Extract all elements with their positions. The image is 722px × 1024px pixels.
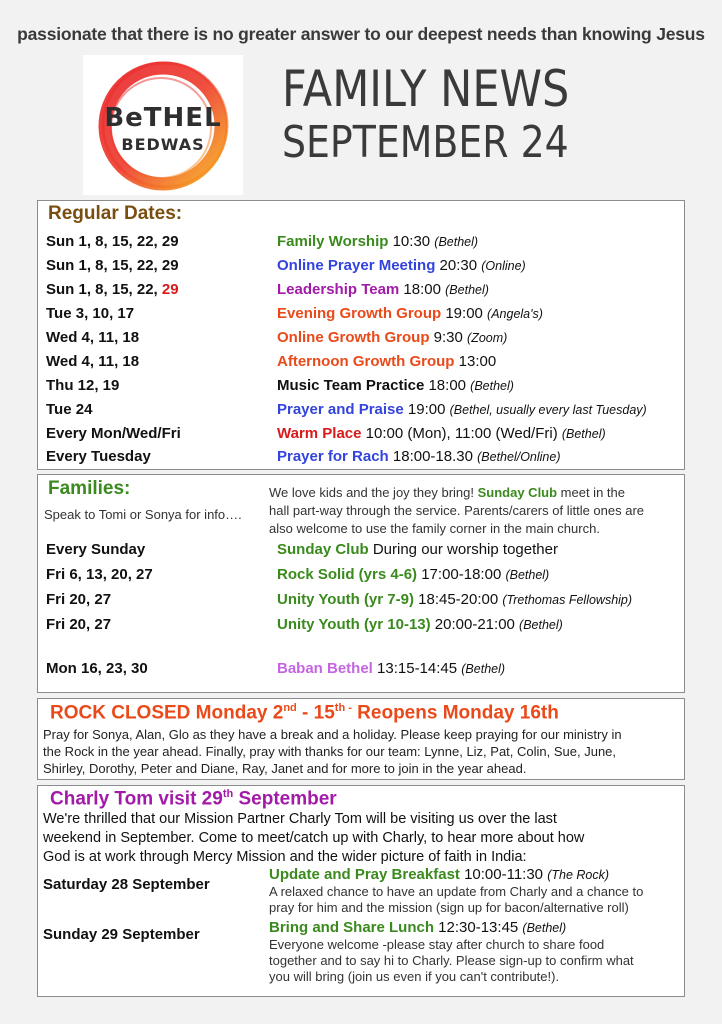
bethel-logo (83, 55, 243, 195)
rock-closed-text: Pray for Sonya, Alan, Glo as they have a break and a holiday. Please keep praying for our ministry in the Rock in the year ahead. Finally, pray with thanks for our team: Lynne, Liz, Pat, Colin, Sue, June, Shirley, Dorothy, Peter and Diane, Ray, Janet and for more to join in the year ahead. (43, 727, 622, 776)
list-item: Wed 4, 11, 18 Afternoon Growth Group 13:00 (46, 353, 497, 370)
rock-closed-title: ROCK CLOSED Monday $2nd - 15^{th -}$ Reopens Monday 16th (50, 702, 559, 724)
list-item: Sun 1, 8, 15, 22, 29 Family Worship 10:30 (Bethel) (46, 233, 479, 250)
event-item: Update and Pray Breakfast 10:00-11:30 (The Rock) A relaxed chance to have an update from Charly and a chance to pray for him and the mission (sign up for bacon/alternative roll) (269, 866, 644, 915)
charly-visit-intro: We're thrilled that our Mission Partner Charly Tom will be visiting us over the last weekend in September. Come to meet/catch up with Charly, to hear more about how God is at work through Mercy Mission and the wider picture of faith in India: (43, 811, 585, 865)
headline-month: SEPTEMBER 24 (282, 117, 569, 168)
date-highlight: 29 (161, 281, 179, 298)
list-item: Fri 20, 27 Unity Youth (yr 7-9) 18:45-20:00 (Trethomas Fellowship) (46, 591, 633, 608)
families-panel (37, 474, 685, 693)
event-date: Saturday 28 September (43, 876, 210, 893)
list-item: Mon 16, 23, 30 Baban Bethel 13:15-14:45 (Bethel) (46, 660, 506, 677)
event-item: Bring and Share Lunch 12:30-13:45 (Bethel) Everyone welcome -please stay after church to share food together and to say hi to Charly. Please sign-up to confirm what you will bring (join us even if you can't contribute!). (269, 919, 634, 984)
logo-title: BeTHEL (104, 103, 222, 133)
logo-subtitle: BEDWAS (121, 135, 205, 154)
regular-dates-title: Regular Dates: (48, 203, 183, 224)
list-item: Every Tuesday Prayer for Rach 18:00-18.30 (Bethel/Online) (46, 448, 561, 465)
headline-title: FAMILY NEWS (282, 60, 570, 118)
charly-visit-panel (37, 785, 685, 997)
list-item: Fri 20, 27 Unity Youth (yr 10-13) 20:00-21:00 (Bethel) (46, 616, 563, 633)
families-intro: We love kids and the joy they bring! Sunday Club meet in the hall part-way through the service. Parents/carers of little ones are also welcome to use the family corner in the main church. (269, 485, 645, 536)
list-item: Sun 1, 8, 15, 22, 29 Online Prayer Meeting 20:30 (Online) (46, 257, 526, 274)
list-item: Thu 12, 19 Music Team Practice 18:00 (Bethel) (46, 377, 514, 394)
rock-closed-panel (37, 698, 685, 780)
event-date: Sunday 29 September (43, 926, 200, 943)
list-item: Sun 1, 8, 15, 22, 29 Leadership Team 18:00 (Bethel) (46, 281, 489, 298)
families-subtitle: Speak to Tomi or Sonya for info…. (44, 507, 242, 522)
tagline: passionate that there is no greater answer to our deepest needs than knowing Jesus (17, 24, 705, 44)
regular-dates-panel (37, 200, 685, 470)
list-item: Every Sunday Sunday Club During our worship together (46, 541, 558, 558)
families-title: Families: (48, 478, 131, 499)
list-item: Fri 6, 13, 20, 27 Rock Solid (yrs 4-6) 17:00-18:00 (Bethel) (46, 566, 550, 583)
list-item: Every Mon/Wed/Fri Warm Place 10:00 (Mon), 11:00 (Wed/Fri) (Bethel) (46, 425, 606, 442)
charly-visit-title: Charly Tom visit 29th September (50, 788, 337, 810)
list-item: Wed 4, 11, 18 Online Growth Group 9:30 (Zoom) (46, 329, 508, 346)
list-item: Tue 24 Prayer and Praise 19:00 (Bethel, usually every last Tuesday) (46, 401, 647, 418)
list-item: Tue 3, 10, 17 Evening Growth Group 19:00 (Angela's) (46, 305, 543, 322)
